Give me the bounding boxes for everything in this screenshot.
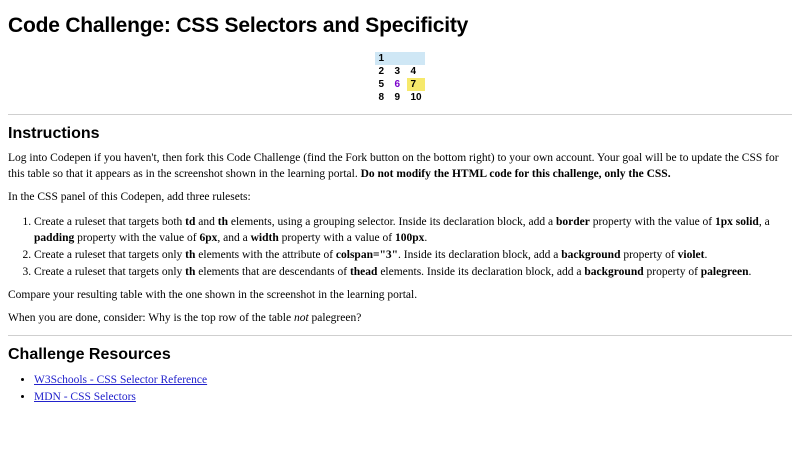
table-cell: 5 xyxy=(378,79,384,90)
step-emph: 6px xyxy=(199,231,218,244)
step-text: elements, using a grouping selector. Inside its declaration block, add a xyxy=(227,215,556,228)
list-item xyxy=(34,214,792,246)
step-text: elements with the attribute of xyxy=(195,248,336,261)
instructions-lead-in: In the CSS panel of this Codepen, add three rulesets: xyxy=(8,191,251,204)
resource-link-mdn[interactable]: MDN - CSS Selectors xyxy=(34,391,136,404)
step-text: elements. Inside its declaration block, add a xyxy=(377,265,585,278)
resources-heading: Challenge Resources xyxy=(8,345,171,363)
step-emph: colspan="3" xyxy=(335,248,399,261)
table-row xyxy=(375,91,424,104)
demo-table-head xyxy=(375,52,424,65)
step-text: Create a ruleset that targets only xyxy=(34,248,186,261)
step-text: property with a value of xyxy=(278,231,395,244)
list-item xyxy=(34,247,792,263)
step-text: property of xyxy=(643,265,701,278)
compare-paragraph: Compare your resulting table with the one shown in the screenshot in the learning portal. xyxy=(8,288,418,301)
step-emph: th xyxy=(185,265,196,278)
table-cell: 7 xyxy=(407,78,424,91)
divider-bottom xyxy=(8,335,792,336)
step-text: and xyxy=(195,215,218,228)
step-emph: palegreen xyxy=(700,265,749,278)
step-emph: background xyxy=(584,265,644,278)
step-emph: 1px solid xyxy=(715,215,759,228)
step-emph: th xyxy=(185,248,196,261)
step-text: . Inside its declaration block, add a xyxy=(398,248,562,261)
step-text: property with the value of xyxy=(74,231,200,244)
table-cell: 1 xyxy=(375,52,424,65)
instructions-heading: Instructions xyxy=(8,125,100,142)
step-emph: padding xyxy=(34,231,75,244)
instructions-intro xyxy=(8,151,792,182)
table-cell: 10 xyxy=(410,92,422,103)
list-item xyxy=(34,389,792,406)
table-cell: 3 xyxy=(394,66,400,77)
table-cell: 9 xyxy=(394,92,400,103)
consider-emph: not xyxy=(293,312,309,325)
step-text: Create a ruleset that targets only xyxy=(34,265,186,278)
step-emph: width xyxy=(250,231,279,244)
divider-top xyxy=(8,114,792,115)
table-cell: 2 xyxy=(378,66,384,77)
step-text: property with the value of xyxy=(589,215,716,228)
consider-text: palegreen? xyxy=(308,312,362,325)
step-text: . xyxy=(748,265,752,278)
step-text: Create a ruleset that targets both xyxy=(34,215,186,228)
resources-list xyxy=(8,372,792,407)
table-cell: 8 xyxy=(378,92,384,103)
consider-text: When you are done, consider: Why is the top row of the table xyxy=(8,312,294,325)
table-cell: 6 xyxy=(394,79,400,90)
demo-table-body xyxy=(375,65,424,104)
page-title: Code Challenge: CSS Selectors and Specificity xyxy=(8,14,469,37)
step-emph: 100px xyxy=(394,231,425,244)
step-text: , a xyxy=(758,215,770,228)
intro-text: Log into Codepen if you haven't, then fork this Code Challenge (find the Fork button on the bottom right) to your own account. Your goal will be to update the CSS for this table so that it appears as in the screenshot shown in the learning portal. xyxy=(8,152,779,180)
instruction-steps xyxy=(8,214,792,280)
table-row xyxy=(375,78,424,91)
step-text: property of xyxy=(620,248,678,261)
step-emph: background xyxy=(561,248,621,261)
step-emph: td xyxy=(185,215,196,228)
demo-table xyxy=(375,52,424,104)
consider-paragraph xyxy=(8,311,792,327)
demo-table-wrapper xyxy=(8,52,792,104)
step-emph: violet xyxy=(677,248,705,261)
step-text: , and a xyxy=(217,231,251,244)
step-emph: border xyxy=(555,215,590,228)
table-row xyxy=(375,65,424,78)
step-emph: th xyxy=(217,215,228,228)
step-text: elements that are descendants of xyxy=(195,265,350,278)
table-cell: 4 xyxy=(410,66,416,77)
step-text: . xyxy=(424,231,428,244)
list-item xyxy=(34,264,792,280)
step-emph: thead xyxy=(349,265,378,278)
list-item xyxy=(34,372,792,389)
step-text: . xyxy=(704,248,708,261)
intro-warning: Do not modify the HTML code for this challenge, only the CSS. xyxy=(360,167,671,180)
resource-link-w3schools[interactable]: W3Schools - CSS Selector Reference xyxy=(34,373,208,386)
table-row xyxy=(375,52,424,65)
